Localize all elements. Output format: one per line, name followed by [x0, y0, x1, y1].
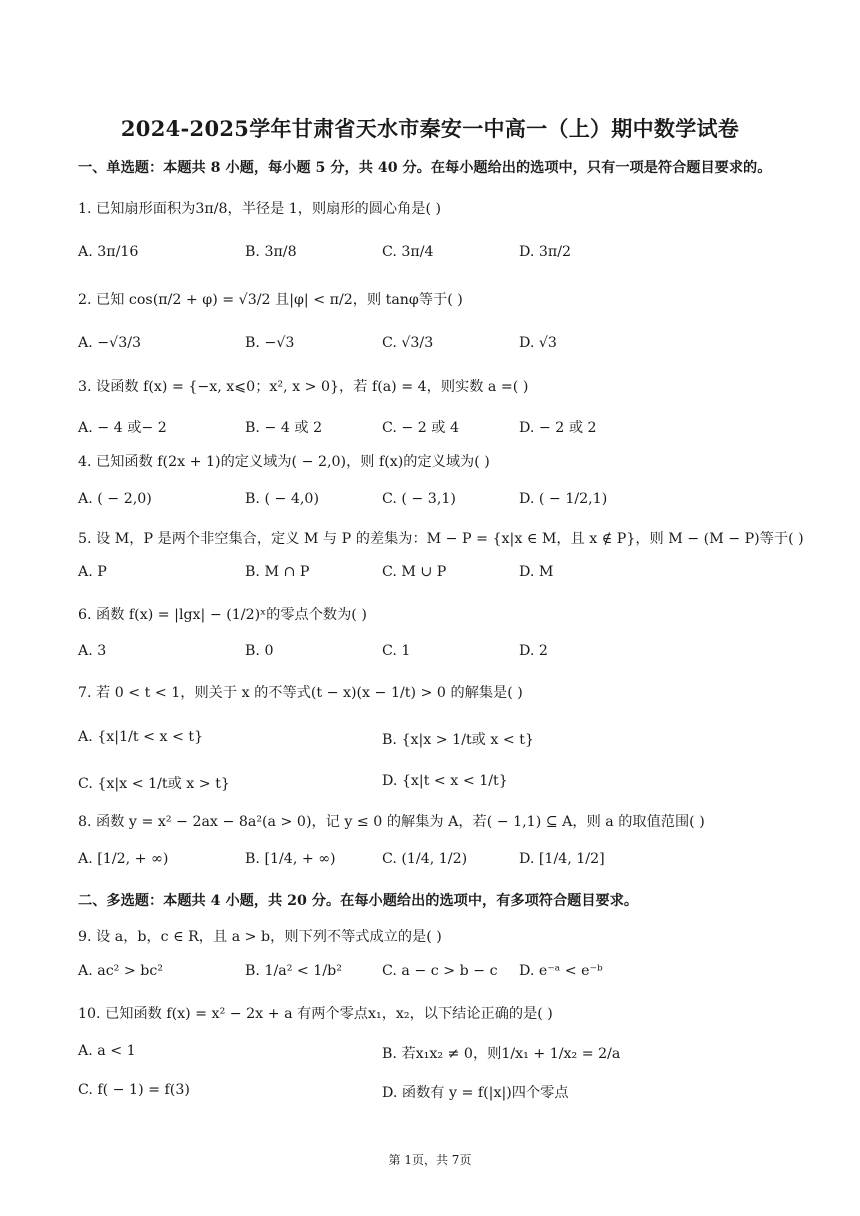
question-1: 1. 已知扇形面积为3π/8，半径是 1，则扇形的圆心角是( ): [78, 201, 442, 217]
option-7d: D. {x|t < x < 1/t}: [382, 773, 508, 789]
option-6b: B. 0: [245, 643, 274, 659]
option-6c: C. 1: [382, 643, 411, 659]
section-heading-single-choice: 一、单选题：本题共 8 小题，每小题 5 分，共 40 分。在每小题给出的选项中，只有一项是符合题目要求的。: [78, 160, 772, 176]
option-6a: A. 3: [78, 643, 107, 659]
option-10c: C. f( − 1) = f(3): [78, 1082, 190, 1098]
question-9: 9. 设 a，b，c ∈ R，且 a > b，则下列不等式成立的是( ): [78, 929, 442, 945]
option-7a: A. {x|1/t < x < t}: [78, 729, 204, 745]
option-2d: D. √3: [519, 335, 557, 351]
page-footer: 第 1页，共 7页: [388, 1153, 472, 1167]
option-5d: D. M: [519, 564, 554, 580]
option-1a: A. 3π/16: [78, 244, 139, 260]
option-5c: C. M ∪ P: [382, 564, 447, 580]
question-5: 5. 设 M，P 是两个非空集合，定义 M 与 P 的差集为：M − P = {x|x ∈ M，且 x ∉ P}，则 M − (M − P)等于( ): [78, 531, 804, 547]
option-2a: A. −√3/3: [78, 335, 142, 351]
option-7c: C. {x|x < 1/t或 x > t}: [78, 776, 230, 792]
option-5a: A. P: [78, 564, 107, 580]
option-5b: B. M ∩ P: [245, 564, 310, 580]
option-8a: A. [1/2, + ∞): [78, 851, 169, 867]
page-title: 2024-2025学年甘肃省天水市秦安一中高一（上）期中数学试卷: [120, 116, 740, 141]
option-8b: B. [1/4, + ∞): [245, 851, 336, 867]
option-3c: C. − 2 或 4: [382, 420, 460, 436]
option-9b: B. 1/a² < 1/b²: [245, 963, 342, 979]
option-9d: D. e⁻ᵃ < e⁻ᵇ: [519, 963, 603, 979]
option-2c: C. √3/3: [382, 335, 434, 351]
section-heading-multiple-choice: 二、多选题：本题共 4 小题，共 20 分。在每小题给出的选项中，有多项符合题目要求。: [78, 893, 639, 909]
question-6: 6. 函数 f(x) = |lgx| − (1/2)ˣ的零点个数为( ): [78, 607, 367, 623]
option-10d: D. 函数有 y = f(|x|)四个零点: [382, 1085, 569, 1101]
question-4: 4. 已知函数 f(2x + 1)的定义域为( − 2,0)，则 f(x)的定义域为( ): [78, 454, 490, 470]
option-9a: A. ac² > bc²: [78, 963, 163, 979]
option-3b: B. − 4 或 2: [245, 420, 323, 436]
option-4c: C. ( − 3,1): [382, 491, 456, 507]
question-8: 8. 函数 y = x² − 2ax − 8a²(a > 0)，记 y ≤ 0 的解集为 A，若( − 1,1) ⊆ A，则 a 的取值范围( ): [78, 814, 705, 830]
option-10b: B. 若x₁x₂ ≠ 0，则1/x₁ + 1/x₂ = 2/a: [382, 1046, 621, 1062]
option-9c: C. a − c > b − c: [382, 963, 498, 979]
question-3: 3. 设函数 f(x) = {−x, x⩽0；x², x > 0}，若 f(a) = 4，则实数 a =( ): [78, 379, 529, 395]
question-2: 2. 已知 cos(π/2 + φ) = √3/2 且|φ| < π/2，则 tanφ等于( ): [78, 292, 463, 308]
option-3a: A. − 4 或− 2: [78, 420, 167, 436]
option-1d: D. 3π/2: [519, 244, 572, 260]
option-7b: B. {x|x > 1/t或 x < t}: [382, 732, 535, 748]
option-2b: B. −√3: [245, 335, 295, 351]
option-3d: D. − 2 或 2: [519, 420, 597, 436]
option-8c: C. (1/4, 1/2): [382, 851, 468, 867]
question-10: 10. 已知函数 f(x) = x² − 2x + a 有两个零点x₁，x₂，以下结论正确的是( ): [78, 1006, 553, 1022]
option-1c: C. 3π/4: [382, 244, 434, 260]
question-7: 7. 若 0 < t < 1，则关于 x 的不等式(t − x)(x − 1/t) > 0 的解集是( ): [78, 685, 523, 701]
option-8d: D. [1/4, 1/2]: [519, 851, 605, 867]
option-4d: D. ( − 1/2,1): [519, 491, 608, 507]
option-4a: A. ( − 2,0): [78, 491, 152, 507]
option-6d: D. 2: [519, 643, 548, 659]
option-10a: A. a < 1: [78, 1043, 136, 1059]
option-4b: B. ( − 4,0): [245, 491, 319, 507]
option-1b: B. 3π/8: [245, 244, 297, 260]
